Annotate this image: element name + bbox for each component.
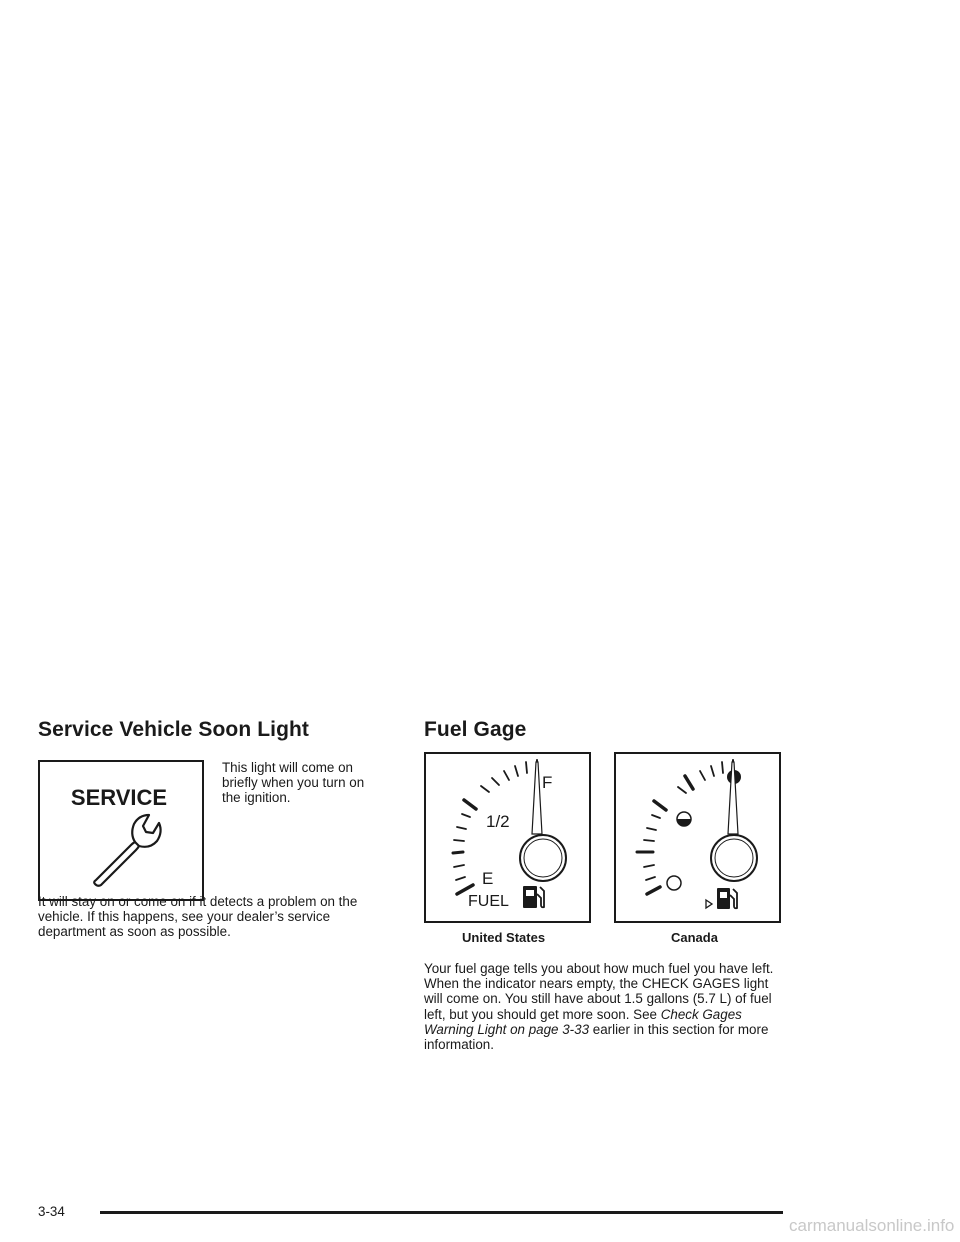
footer-rule (100, 1211, 783, 1214)
page-number: 3-34 (38, 1204, 65, 1219)
fuel-gage-canada-svg (616, 754, 779, 921)
fuel-gage-body-tail: earlier in this section for more information. (424, 1021, 769, 1053)
service-label: SERVICE (70, 785, 168, 810)
caption-united-states: United States (462, 930, 546, 945)
watermark: carmanualsonline.info (789, 1216, 955, 1235)
cross-reference-link[interactable]: Check Gages Warning Light on page 3-33 (424, 1006, 742, 1037)
section-title-fuel-gage: Fuel Gage (424, 718, 527, 741)
service-light-body: It will stay on or come on if it detects a problem on the vehicle. If this happens, see your dealer’s service department as soon as possible. (38, 894, 358, 940)
fuel-gage-empty-label: E (482, 869, 494, 888)
wrench-icon (94, 815, 160, 886)
service-light-side-text: This light will come on briefly when you turn on the ignition. (222, 760, 365, 806)
fuel-gage-fuel-label: FUEL (468, 893, 509, 910)
fuel-gage-us-illustration (424, 752, 591, 923)
fuel-door-arrow-icon (706, 900, 712, 908)
caption-canada: Canada (671, 930, 718, 945)
fuel-gage-half-label: 1/2 (486, 812, 510, 831)
fuel-gage-full-label: F (542, 773, 553, 792)
fuel-gage-us-svg (426, 754, 589, 921)
fuel-pump-icon (717, 888, 737, 909)
service-light-illustration (38, 760, 204, 901)
fuel-gage-body-lead: Your fuel gage tells you about how much fuel you have left. When the indicator nears empty, the CHECK GAGES light will come on. You still have about 1.5 gallons (5.7 L) of fuel left, but you should get more soon. See (424, 961, 774, 1022)
service-light-svg (40, 762, 202, 899)
fuel-gage-needle (711, 762, 757, 881)
fuel-gage-body (424, 961, 784, 1052)
section-title-service-light: Service Vehicle Soon Light (38, 718, 310, 741)
fuel-gage-canada-illustration (614, 752, 781, 923)
fuel-pump-icon (523, 886, 544, 908)
